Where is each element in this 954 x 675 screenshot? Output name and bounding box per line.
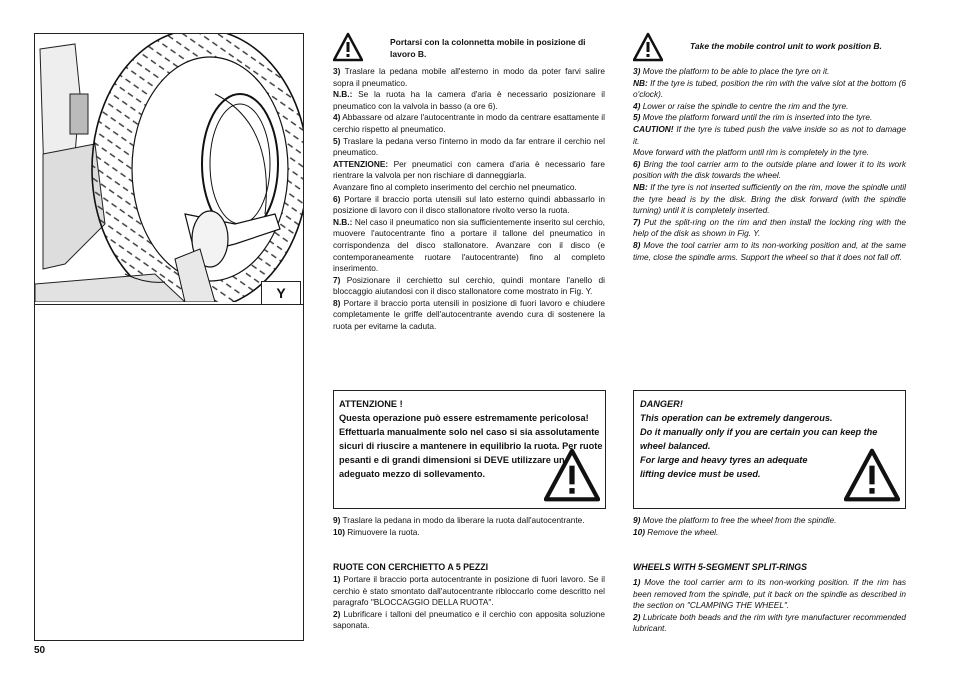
step-text: Rimuovere la ruota. (345, 526, 420, 537)
step-text: Move the tool carrier arm to its non-working position. If the rim has been removed from the spindle, put it back on the spindle as described in the section on "CLAMPING THE WHEEL". (633, 577, 906, 611)
warning-triangle-icon (333, 32, 363, 62)
step-text: Portare il braccio porta utensili sul lato esterno quindi abbassarlo in posizione di lavoro con il disco stallonatore rivolto verso la ruota. (333, 193, 605, 216)
instruction-step (633, 112, 906, 124)
step-label: 5) (333, 135, 341, 146)
step-label: N.B.: (333, 89, 353, 100)
step-label: 9) (333, 515, 341, 525)
step-label: 3) (333, 66, 341, 76)
step-label: 4) (333, 112, 341, 123)
tyre-changer-illustration (35, 34, 303, 302)
instruction-step (633, 527, 906, 539)
instruction-step (633, 182, 906, 217)
instruction-step (333, 112, 605, 135)
instruction-step (633, 66, 906, 78)
en-warning-title: DANGER! (640, 399, 683, 409)
en-warning-line: For large and heavy tyres an adequate lifting device must be used. (640, 455, 808, 479)
step-text: Portare il braccio porta utensili in posizione di fuori lavoro e chiudere completamente le griffe dell'autocentrante avendo cura di sostenere la ruota per evitarne la caduta. (333, 297, 605, 332)
en-instructions-3 (633, 577, 906, 635)
step-label: 2) (333, 608, 341, 619)
figure-frame (34, 33, 304, 641)
step-label: 1) (633, 577, 641, 587)
instruction-step (633, 515, 906, 527)
warning-triangle-icon (633, 32, 663, 62)
step-text: Abbassare od alzare l'autocentrante in modo da centrare esattamente il cerchio rispetto al pneumatico. (333, 112, 605, 134)
en-section-title: WHEELS WITH 5-SEGMENT SPLIT-RINGS (633, 562, 807, 572)
step-label: 9) (633, 515, 641, 525)
instruction-step (333, 89, 605, 112)
step-label: NB: (633, 77, 648, 88)
step-label: 10) (333, 526, 345, 537)
instruction-step (633, 612, 906, 635)
step-label: 8) (633, 239, 641, 250)
warning-triangle-icon (544, 447, 600, 503)
warning-triangle-icon (844, 447, 900, 503)
step-text: Traslare la pedana verso l'interno in modo da far entrare il cerchio nel pneumatico. (333, 135, 605, 158)
instruction-step (333, 182, 605, 194)
en-instructions (633, 66, 906, 263)
instruction-step (633, 577, 906, 612)
step-text: Lubricate both beads and the rim with tyre manufacturer recommended lubricant. (633, 611, 906, 634)
step-label: 7) (333, 274, 341, 285)
step-label: 6) (633, 158, 641, 169)
step-text: If the tyre is not inserted sufficiently on the rim, move the spindle until the tyre bead is by the disk. Bring the disk forward (with the spindle turning) until it is completely inserted. (633, 181, 906, 216)
step-label: 1) (333, 574, 341, 584)
step-label: 2) (633, 611, 641, 622)
it-warning-title: ATTENZIONE ! (339, 399, 403, 409)
instruction-step (633, 78, 906, 101)
step-label: 3) (633, 66, 641, 76)
step-text: Traslare la pedana mobile all'esterno in modo da poter farvi salire sopra il pneumatico. (333, 66, 605, 88)
it-instructions-3 (333, 574, 605, 632)
instruction-step (333, 66, 605, 89)
step-label: NB: (633, 181, 648, 192)
instruction-step (333, 609, 605, 632)
instruction-step (633, 240, 906, 263)
it-warning-box (333, 390, 606, 509)
en-header: Take the mobile control unit to work position B. (690, 41, 882, 51)
step-text: Posizionare il cerchietto sul cerchio, quindi montare l'anello di bloccaggio aiutandosi con il disco stallonatore come mostrato in Fig. Y. (333, 274, 605, 297)
step-label: 7) (633, 216, 641, 227)
instruction-step (333, 194, 605, 217)
step-label: 5) (633, 112, 641, 123)
instruction-step (333, 574, 605, 609)
en-warning-line: This operation can be extremely dangerous. (640, 413, 833, 423)
instruction-step (333, 217, 605, 275)
step-text: Remove the wheel. (645, 526, 719, 537)
step-text: Portare il braccio porta autocentrante in posizione di fuori lavoro. Se il cerchio è stato smontato dall'autocentrante ribloccarlo come descritto nel paragrafo "BLOCCAGGIO DELLA RUOTA". (333, 574, 605, 608)
en-warning-box (633, 390, 906, 509)
step-text: Bring the tool carrier arm to the outside plane and lower it to its work position with the disk towards the wheel. (633, 158, 906, 181)
step-label: N.B.: (333, 216, 353, 227)
step-text: Lower or raise the spindle to centre the rim and the tyre. (640, 100, 849, 111)
instruction-step (333, 159, 605, 182)
step-text: Se la ruota ha la camera d'aria è necessario posizionare il pneumatico con la valvola in basso (a ore 6). (333, 89, 605, 111)
figure-divider (35, 304, 303, 305)
instruction-step (333, 298, 605, 333)
step-label: CAUTION! (633, 123, 674, 134)
step-label: 4) (633, 100, 641, 111)
step-text: Per pneumatici con camera d'aria è necessario fare rientrare la valvola per non rischiare di danneggiarla. (333, 158, 605, 181)
step-text: Lubrificare i talloni del pneumatico e il cerchio con apposita soluzione saponata. (333, 608, 605, 631)
step-label: 8) (333, 297, 341, 308)
step-label: ATTENZIONE: (333, 158, 389, 169)
step-text: Put the split-ring on the rim and then install the locking ring with the help of the disk as shown in Fig. Y. (633, 216, 906, 239)
instruction-step (333, 275, 605, 298)
step-text: Move the tool carrier arm to its non-working position and, at the same time, close the spindle arms. Support the wheel so that it does not fall off. (633, 239, 906, 262)
step-text: Move forward with the platform until rim is completely in the tyre. (633, 147, 870, 158)
step-label: 10) (633, 526, 645, 537)
it-section-title: RUOTE CON CERCHIETTO A 5 PEZZI (333, 562, 489, 572)
step-text: Move the platform forward until the rim is inserted into the tyre. (640, 112, 873, 123)
step-text: If the tyre is tubed push the valve inside so as not to damage it. (633, 123, 906, 146)
en-instructions-2 (633, 515, 906, 538)
page-number: 50 (34, 645, 46, 656)
instruction-step (333, 136, 605, 159)
it-warning-text: Questa operazione può essere estremamente pericolosa! Effettuarla manualmente solo nel caso si sia assolutamente sicuri di riuscire a mantenere in equilibrio la ruota. Per ruote pesanti e di grandi dimensioni si DEVE utilizzare un adeguato mezzo di sollevamento. (339, 413, 603, 479)
step-text: Nel caso il pneumatico non sia sufficientemente inserito sul cerchio, muovere l'autocentrante fino a portare il tallone del pneumatico in corrispondenza del disco stallonatore. Avanzare con il disco (e contemporaneamente ruotare l'autocentrante) fino al completo inserimento. (333, 216, 605, 274)
step-label: 6) (333, 193, 341, 204)
it-instructions-2 (333, 515, 605, 538)
instruction-step (633, 124, 906, 147)
en-warning-line: Do it manually only if you are certain you can keep the wheel balanced. (640, 427, 878, 451)
step-text: Move the platform to free the wheel from the spindle. (640, 515, 837, 525)
step-text: If the tyre is tubed, position the rim with the valve slot at the bottom (6 o'clock). (633, 77, 906, 100)
step-text: Move the platform to be able to place the tyre on it. (640, 66, 830, 76)
instruction-step (633, 217, 906, 240)
it-instructions (333, 66, 605, 333)
it-header: Portarsi con la colonnetta mobile in posizione di lavoro B. (390, 37, 586, 59)
instruction-step (633, 101, 906, 113)
step-text: Traslare la pedana in modo da liberare la ruota dall'autocentrante. (340, 515, 585, 525)
figure-label: Y (261, 281, 301, 305)
instruction-step (333, 515, 605, 527)
step-text: Avanzare fino al completo inserimento del cerchio nel pneumatico. (333, 181, 577, 192)
instruction-step (633, 147, 906, 159)
instruction-step (333, 527, 605, 539)
instruction-step (633, 159, 906, 182)
